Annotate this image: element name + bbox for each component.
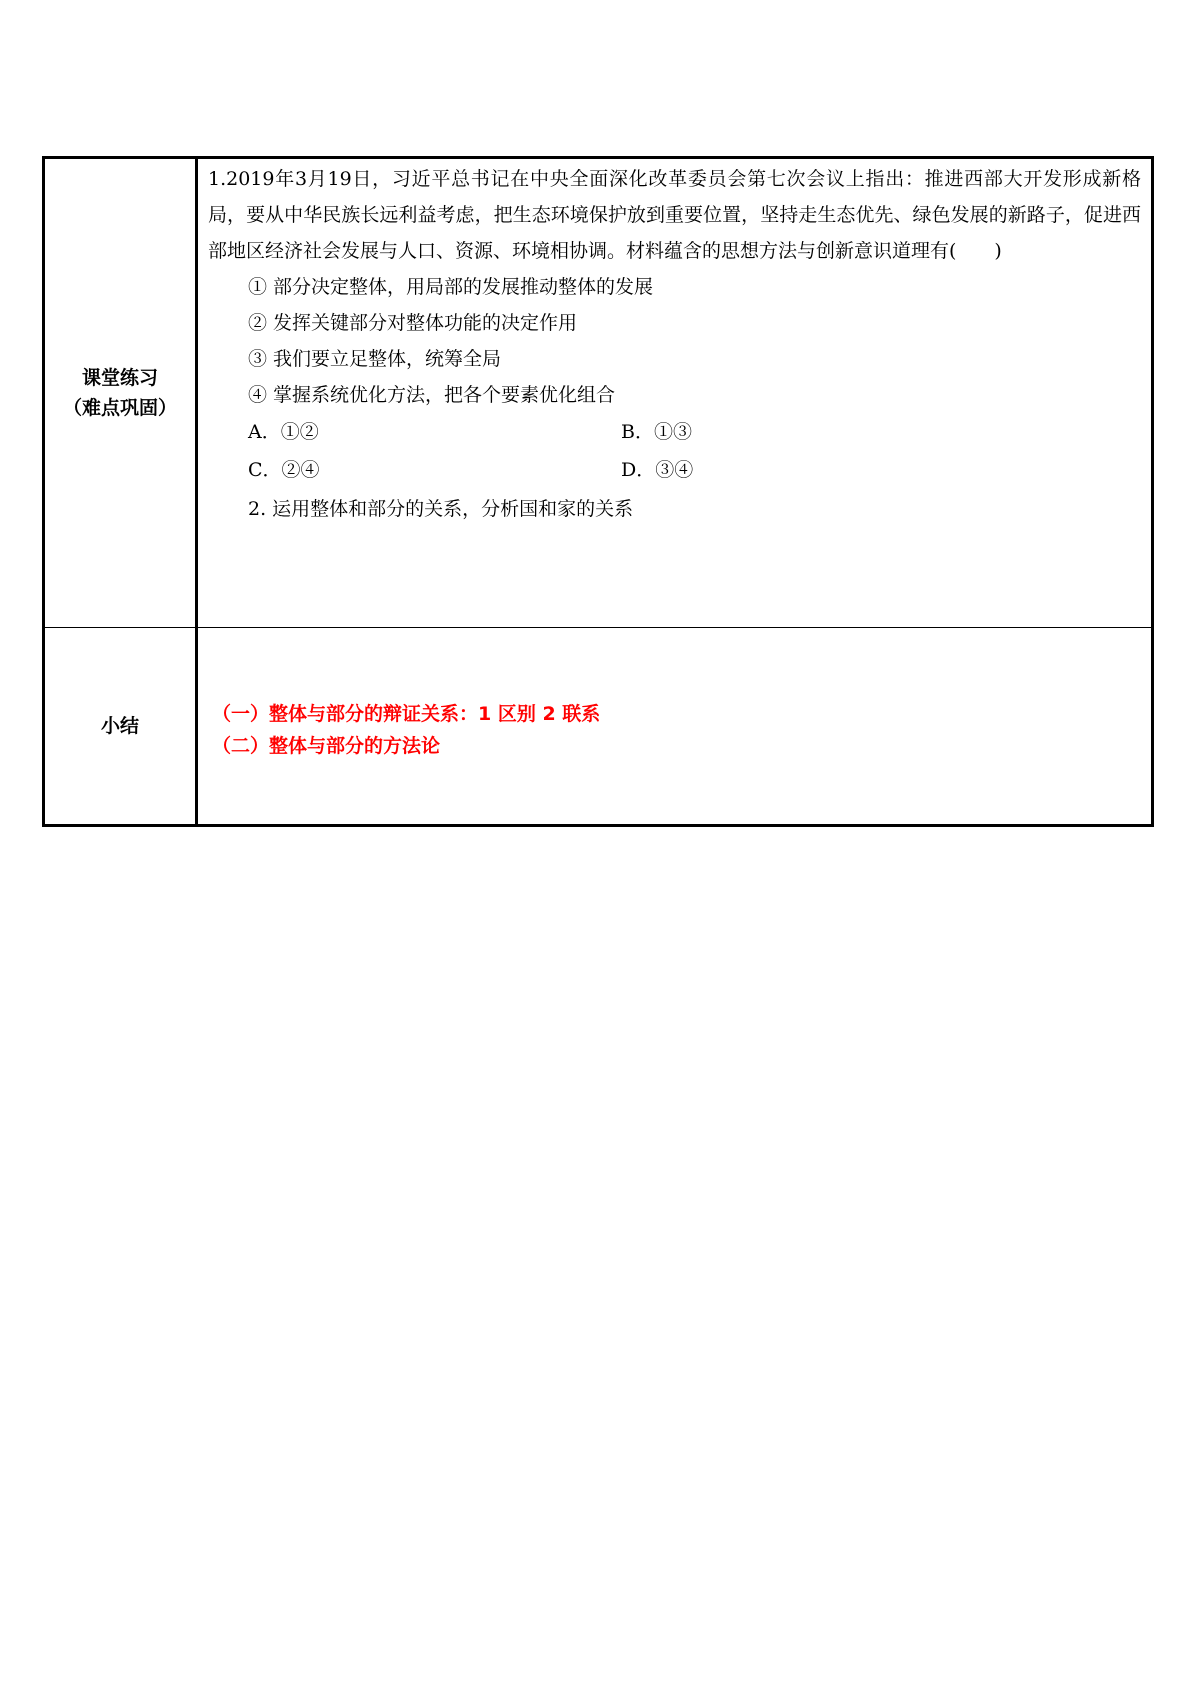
summary-label: 小结 [100, 715, 139, 737]
choice-c: C．②④ [248, 459, 320, 481]
practice-label-subtitle: （难点巩固） [62, 397, 177, 419]
practice-label-cell [44, 158, 197, 628]
answer-choices [208, 413, 1141, 489]
practice-label-title: 课堂练习 [81, 367, 158, 389]
statement-4: ④ 掌握系统优化方法，把各个要素优化组合 [248, 384, 616, 406]
summary-row [44, 628, 1153, 826]
choice-a: A．①② [248, 421, 319, 443]
statement-2: ② 发挥关键部分对整体功能的决定作用 [248, 312, 578, 334]
lesson-table [42, 156, 1154, 827]
summary-line-1: （一）整体与部分的辩证关系：1 区别 2 联系 [212, 703, 601, 725]
summary-line-2: （二）整体与部分的方法论 [212, 735, 441, 757]
question-2: 2. 运用整体和部分的关系，分析国和家的关系 [248, 498, 634, 520]
practice-content-cell [197, 158, 1153, 628]
statement-1: ① 部分决定整体，用局部的发展推动整体的发展 [248, 276, 654, 298]
summary-content-cell [197, 628, 1153, 826]
summary-label-cell [44, 628, 197, 826]
practice-row [44, 158, 1153, 628]
choice-d: D．③④ [621, 459, 694, 481]
choice-b: B．①③ [621, 421, 692, 443]
question-1-stem: 1.2019年3月19日，习近平总书记在中央全面深化改革委员会第七次会议上指出：推进西部大开发形成新格局，要从中华民族长远利益考虑，把生态环境保护放到重要位置，坚持走生态优先、绿色发展的新路子，促进西部地区经济社会发展与人口、资源、环境相协调。材料蕴含的思想方法与创新意识道理有( ) [208, 168, 1141, 262]
statement-3: ③ 我们要立足整体，统筹全局 [248, 348, 502, 370]
